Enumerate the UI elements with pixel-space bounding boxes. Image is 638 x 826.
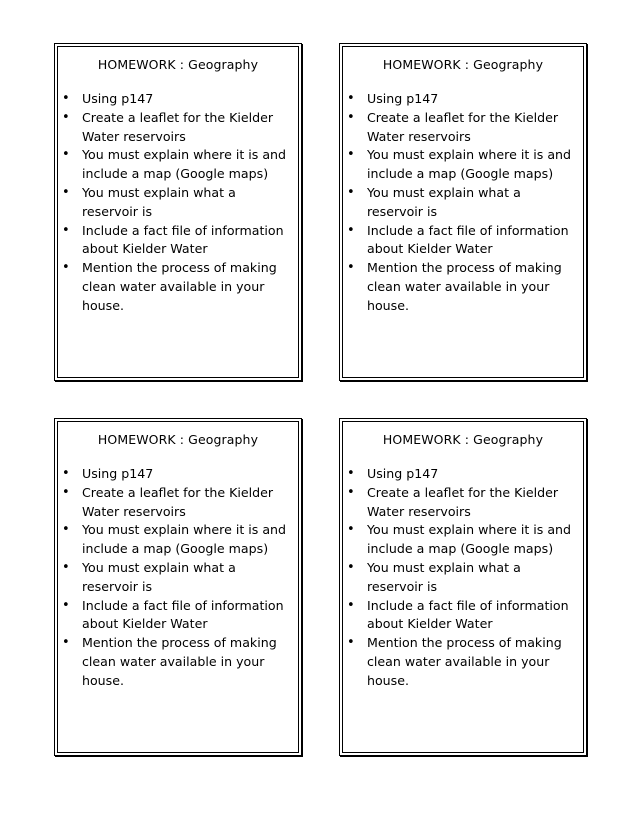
list-item [347, 465, 572, 484]
task-text: Using p147 [82, 91, 154, 106]
bullet-icon: • [347, 484, 355, 500]
bullet-icon: • [347, 109, 355, 125]
bullet-icon: • [347, 147, 355, 163]
list-item [62, 521, 287, 559]
list-item [62, 222, 287, 260]
list-item [62, 634, 287, 690]
list-item [62, 109, 287, 147]
task-text: Include a fact file of information about Kielder Water [367, 222, 569, 257]
task-text: You must explain where it is and include a map (Google maps) [82, 522, 287, 557]
bullet-icon: • [62, 260, 70, 276]
homework-card [54, 43, 302, 381]
task-text: You must explain what a reservoir is [367, 559, 521, 594]
bullet-icon: • [62, 184, 70, 200]
bullet-icon: • [62, 147, 70, 163]
bullet-icon: • [347, 260, 355, 276]
bullet-icon: • [62, 466, 70, 481]
list-item [62, 484, 287, 522]
bullet-icon: • [62, 91, 70, 106]
task-list [62, 90, 287, 316]
task-text: Include a fact file of information about Kielder Water [367, 597, 569, 632]
bullet-icon: • [347, 222, 355, 238]
task-text: Create a leaflet for the Kielder Water reservoirs [367, 484, 559, 519]
card-title: HOMEWORK : Geography [97, 432, 259, 447]
task-text: You must explain where it is and include a map (Google maps) [367, 522, 572, 557]
homework-card [54, 418, 302, 756]
list-item [347, 90, 572, 109]
homework-card [339, 43, 587, 381]
card-title: HOMEWORK : Geography [382, 432, 544, 447]
task-text: Include a fact file of information about Kielder Water [82, 597, 284, 632]
list-item [62, 259, 287, 315]
list-item [62, 465, 287, 484]
task-text: Using p147 [367, 466, 439, 481]
bullet-icon: • [62, 109, 70, 125]
bullet-icon: • [347, 184, 355, 200]
task-list [62, 465, 287, 691]
list-item [347, 559, 572, 597]
task-text: You must explain what a reservoir is [82, 184, 236, 219]
list-item [62, 146, 287, 184]
list-item [347, 109, 572, 147]
bullet-icon: • [347, 91, 355, 106]
task-text: Create a leaflet for the Kielder Water reservoirs [82, 484, 274, 519]
task-text: You must explain what a reservoir is [367, 184, 521, 219]
task-text: Using p147 [82, 466, 154, 481]
list-item [347, 597, 572, 635]
task-list [347, 465, 572, 691]
task-text: Mention the process of making clean water available in your house. [367, 635, 562, 688]
card-title: HOMEWORK : Geography [97, 57, 259, 72]
task-text: Create a leaflet for the Kielder Water reservoirs [82, 109, 274, 144]
task-list [347, 90, 572, 316]
bullet-icon: • [347, 522, 355, 538]
bullet-icon: • [347, 635, 355, 651]
bullet-icon: • [347, 597, 355, 613]
task-text: Include a fact file of information about Kielder Water [82, 222, 284, 257]
bullet-icon: • [62, 559, 70, 575]
bullet-icon: • [62, 597, 70, 613]
card-title: HOMEWORK : Geography [382, 57, 544, 72]
task-text: You must explain where it is and include a map (Google maps) [367, 147, 572, 182]
homework-card [339, 418, 587, 756]
task-text: You must explain what a reservoir is [82, 559, 236, 594]
list-item [62, 559, 287, 597]
list-item [62, 597, 287, 635]
list-item [347, 184, 572, 222]
list-item [62, 90, 287, 109]
list-item [347, 259, 572, 315]
task-text: Create a leaflet for the Kielder Water reservoirs [367, 109, 559, 144]
bullet-icon: • [62, 222, 70, 238]
bullet-icon: • [62, 635, 70, 651]
bullet-icon: • [347, 466, 355, 481]
list-item [347, 146, 572, 184]
list-item [347, 634, 572, 690]
list-item [62, 184, 287, 222]
list-item [347, 521, 572, 559]
bullet-icon: • [62, 522, 70, 538]
task-text: Mention the process of making clean water available in your house. [82, 260, 277, 313]
bullet-icon: • [62, 484, 70, 500]
list-item [347, 222, 572, 260]
task-text: You must explain where it is and include a map (Google maps) [82, 147, 287, 182]
task-text: Mention the process of making clean water available in your house. [82, 635, 277, 688]
task-text: Mention the process of making clean water available in your house. [367, 260, 562, 313]
list-item [347, 484, 572, 522]
task-text: Using p147 [367, 91, 439, 106]
bullet-icon: • [347, 559, 355, 575]
